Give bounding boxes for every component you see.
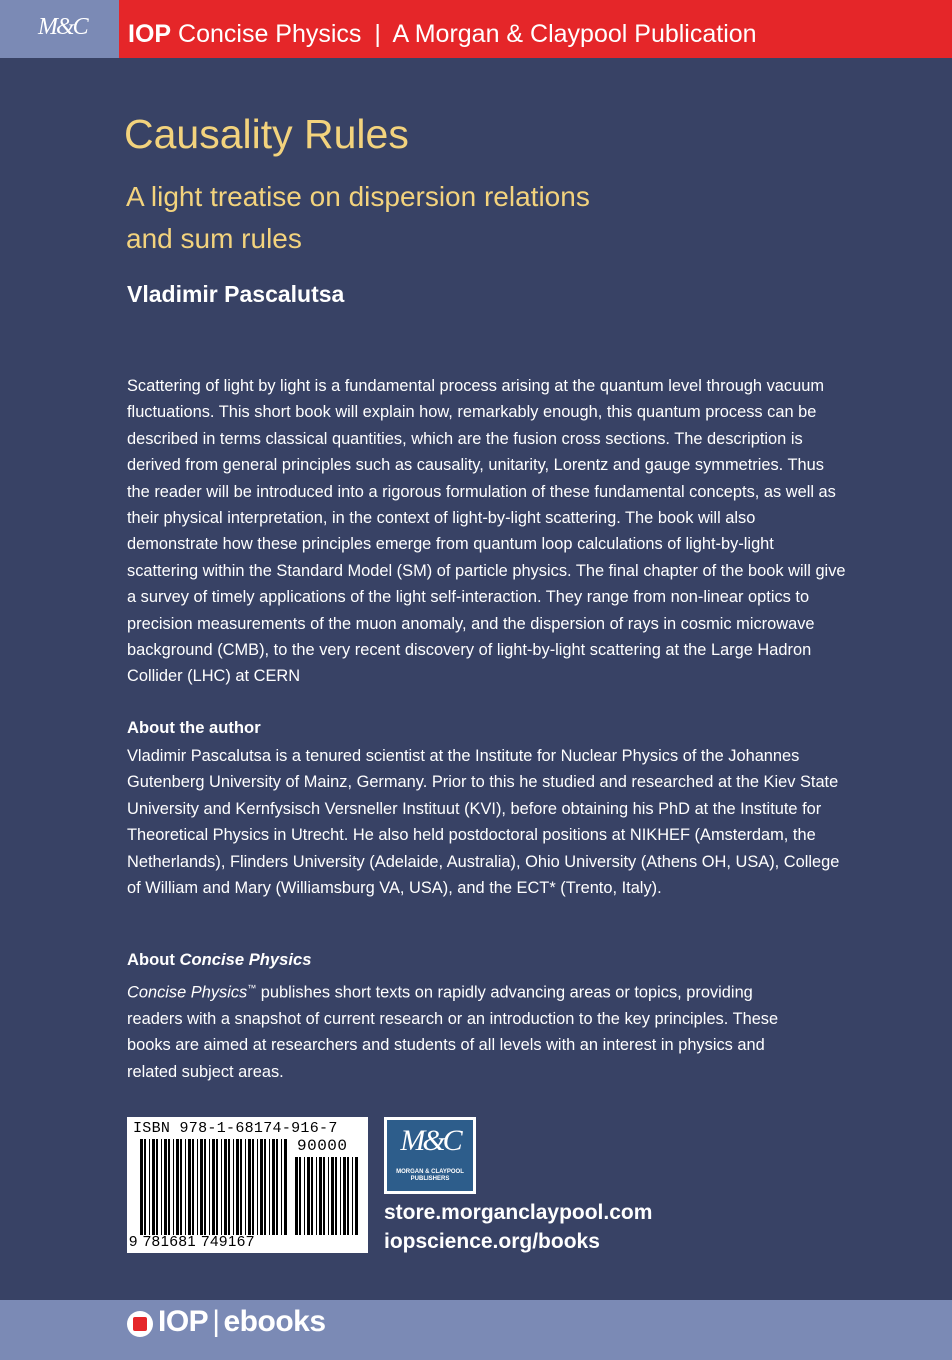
publisher-mc-mark: M&C (400, 1124, 460, 1157)
series-name: Concise Physics (178, 20, 362, 48)
iop-logo-icon (127, 1311, 153, 1337)
about-author-text: Vladimir Pascalutsa is a tenured scientist at the Institute for Nuclear Physics of the Johannes Gutenberg University of Mainz, Germany. Prior to this he studied and researched at the Kiev State University and Kernfysisch Versneller Instituut (KVI), before obtaining his PhD at the Institute for Theoretical Physics in Utrecht. He also held postdoctoral positions at NIKHEF (Amsterdam, the Netherlands), Flinders University (Adelaide, Australia), Ohio University (Athens OH, USA), College of William and Mary (Williamsburg VA, USA), and the ECT* (Trento, Italy). (127, 747, 840, 898)
ean-barcode-bars (140, 1139, 288, 1235)
about-author-heading: About the author (127, 718, 261, 737)
publication-name: A Morgan & Claypool Publication (392, 20, 757, 48)
about-series-heading-name: Concise Physics (179, 950, 312, 969)
series-banner (119, 0, 952, 58)
series-name-italic: Concise Physics (127, 983, 248, 1002)
book-subtitle: A light treatise on dispersion relations and sum rules (126, 181, 590, 254)
book-description: Scattering of light by light is a fundamental process arising at the quantum level through vacuum fluctuations. This short book will explain how, remarkably enough, this quantum process can be described in terms classical quantities, which are the fusion cross sections. The description is derived from general principles such as causality, unitarity, Lorentz and gauge symmetries. Thus the reader will be introduced into a rigorous formulation of these fundamental concepts, as well as their physical interpretation, in the context of light-by-light scattering. The book will also demonstrate how these principles emerge from quantum loop calculations of light-by-light scattering within the Standard Model (SM) of particle physics. The final chapter of the book will give a survey of timely applications of the light self-interaction. They range from non-linear optics to precision measurements of the muon anomaly, and the dispersion of rays in cosmic microwave background (CMB), to the very recent discovery of light-by-light scattering at the Large Hadron Collider (LHC) at CERN (127, 377, 846, 686)
book-author: Vladimir Pascalutsa (127, 281, 345, 307)
publisher-logo (384, 1117, 476, 1194)
addon-barcode-bars (295, 1157, 361, 1235)
publisher-logo-inner (387, 1120, 473, 1191)
about-series-body: publishes short texts on rapidly advancing areas or topics, providing readers with a snapshot of current research or an introduction to the key principles. These books are aimed at researchers and students of all levels with an interest in physics and related subject areas. (127, 983, 779, 1081)
banner-separator: | (374, 20, 381, 48)
series-banner-text (128, 22, 757, 47)
isbn-barcode (127, 1117, 368, 1253)
iop-brand: IOP (128, 20, 172, 48)
addon-number: 90000 (297, 1137, 348, 1155)
about-series-heading (127, 950, 311, 970)
isbn-number: ISBN 978-1-68174-916-7 (133, 1120, 338, 1137)
publisher-name-line1: MORGAN & CLAYPOOL (396, 1169, 464, 1175)
store-url[interactable]: store.morganclaypool.com (384, 1201, 653, 1224)
footer-brand (158, 1305, 326, 1339)
trademark-symbol: ™ (247, 983, 257, 993)
about-series-text (127, 975, 797, 1085)
mc-logo: M&C (38, 14, 87, 40)
about-series-heading-prefix: About (127, 950, 180, 969)
ean-number: 9 781681 749167 (129, 1233, 255, 1250)
iopscience-url[interactable]: iopscience.org/books (384, 1230, 600, 1253)
publisher-name-line2: PUBLISHERS (410, 1176, 450, 1182)
mc-logo-box (0, 0, 119, 58)
book-title: Causality Rules (124, 111, 409, 157)
top-bar (0, 0, 952, 58)
publisher-name (387, 1169, 473, 1183)
footer-ebooks: ebooks (223, 1305, 326, 1338)
footer-separator: | (212, 1305, 220, 1338)
footer-iop: IOP (158, 1305, 209, 1338)
